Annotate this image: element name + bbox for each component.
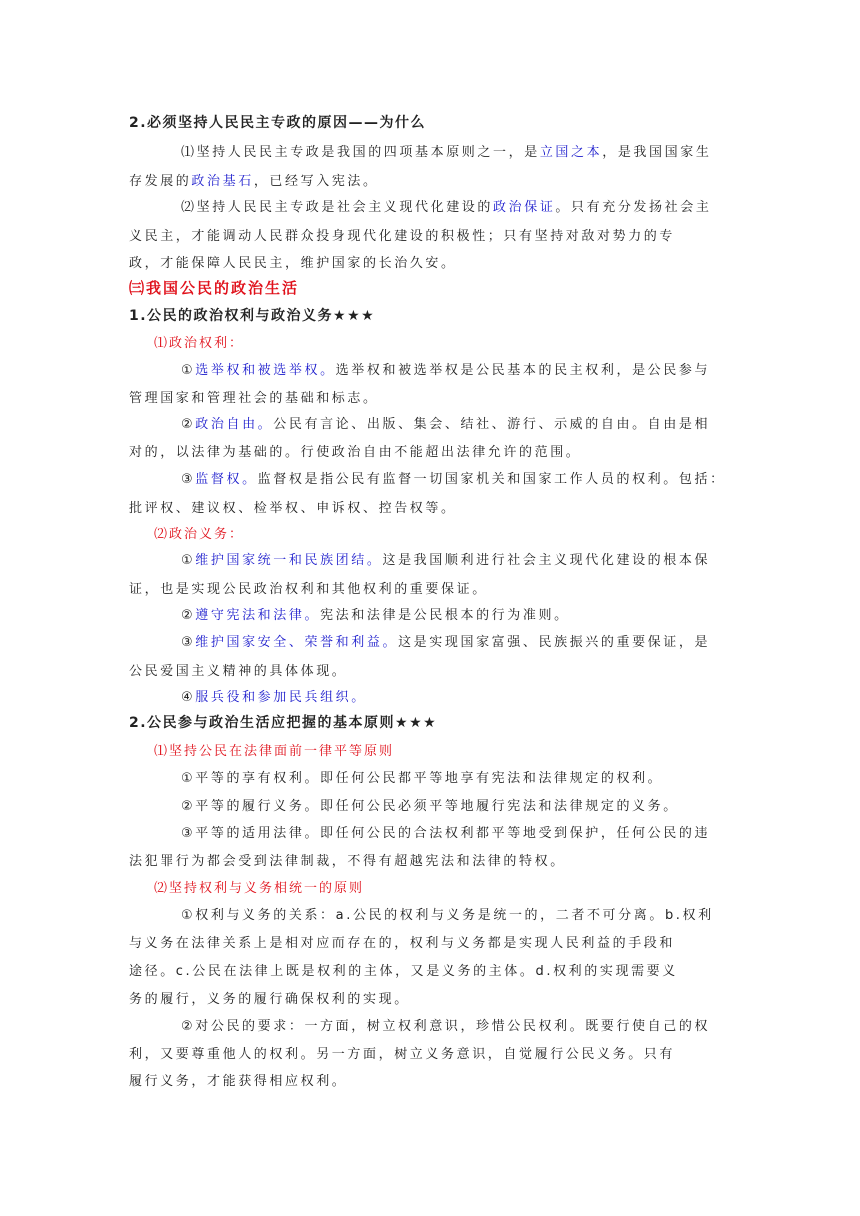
paragraph-line: 管理国家和管理社会的基础和标志。 [129, 391, 379, 406]
keyword-highlight: 维护国家安全、荣誉和利益。 [195, 635, 399, 650]
subsection-heading-principles: 2.公民参与政治生活应把握的基本原则★★★ [129, 715, 438, 731]
paragraph-line: 公民爱国主义精神的具体体现。 [129, 664, 348, 679]
text-run: 这是我国顺利进行社会主义现代化建设的根本保 [382, 553, 711, 568]
paragraph-line [181, 549, 710, 568]
text-run: ⑴坚持人民民主专政是我国的四项基本原则之一，是 [181, 145, 540, 160]
subsection-heading-rights-duties: 1.公民的政治权利与政治义务★★★ [129, 308, 376, 324]
keyword-highlight: 服兵役和参加民兵组织。 [195, 690, 367, 705]
item-number: ② [181, 608, 196, 623]
paragraph-line [129, 170, 379, 189]
paragraph-line: 对的，以法律为基础的。行使政治自由不能超出法律允许的范围。 [129, 445, 582, 460]
paragraph-line: ③平等的适用法律。即任何公民的合法权利都平等地受到保护，任何公民的违 [181, 826, 711, 841]
paragraph-line: ①权利与义务的关系：a.公民的权利与义务是统一的，二者不可分离。b.权利 [181, 908, 714, 923]
sub-heading-political-duties: ⑵政治义务： [154, 527, 245, 542]
paragraph-line [181, 359, 710, 378]
paragraph-line: 务的履行，义务的履行确保权利的实现。 [129, 992, 410, 1007]
paragraph-line: 法犯罪行为都会受到法律制裁，不得有超越宪法和法律的特权。 [129, 854, 566, 869]
text-run: 存发展的 [129, 174, 192, 189]
item-number: ① [181, 553, 196, 568]
section-heading-political-life: ㈢我国公民的政治生活 [129, 279, 300, 297]
text-run: 公民有言论、出版、集会、结社、游行、示威的自由。自由是相 [273, 417, 711, 432]
paragraph-line [181, 413, 710, 432]
section-heading-why: 2.必须坚持人民民主专政的原因——为什么 [129, 115, 427, 131]
item-number: ① [181, 363, 196, 378]
text-run: ，已经写入宪法。 [253, 174, 379, 189]
paragraph-line: 履行义务，才能获得相应权利。 [129, 1074, 348, 1089]
paragraph-line: ①平等的享有权利。即任何公民都平等地享有宪法和法律规定的权利。 [181, 771, 664, 786]
paragraph-line: 与义务在法律关系上是相对应而存在的，权利与义务都是实现人民利益的手段和 [129, 936, 676, 951]
paragraph-line [181, 468, 726, 487]
sub-heading-rights-duties-unity: ⑵坚持权利与义务相统一的原则 [154, 881, 365, 896]
paragraph-line: 途径。c.公民在法律上既是权利的主体，又是义务的主体。d.权利的实现需要义 [129, 964, 678, 979]
text-run: 宪法和法律是公民根本的行为准则。 [320, 608, 570, 623]
sub-heading-political-rights: ⑴政治权利： [154, 336, 245, 351]
keyword-highlight: 政治自由。 [195, 417, 274, 432]
keyword-highlight: 监督权。 [195, 472, 258, 487]
keyword-highlight: 维护国家统一和民族团结。 [195, 553, 383, 568]
paragraph-line: ②平等的履行义务。即任何公民必须平等地履行宪法和法律规定的义务。 [181, 799, 679, 814]
text-run: 监督权是指公民有监督一切国家机关和国家工作人员的权利。包括： [257, 472, 726, 487]
text-run: ，是我国国家生 [602, 145, 712, 160]
paragraph-line: 义民主，才能调动人民群众投身现代化建设的积极性；只有坚持对敌对势力的专 [129, 229, 676, 244]
paragraph-line [181, 631, 710, 650]
text-run: ⑵坚持人民民主专政是社会主义现代化建设的 [181, 200, 494, 215]
paragraph-line: 证，也是实现公民政治权利和其他权利的重要保证。 [129, 582, 488, 597]
keyword-highlight: 政治基石 [191, 174, 254, 189]
keyword-highlight: 遵守宪法和法律。 [195, 608, 321, 623]
paragraph-line: ②对公民的要求：一方面，树立权利意识，珍惜公民权利。既要行使自己的权 [181, 1019, 711, 1034]
item-number: ④ [181, 690, 196, 705]
paragraph-line [181, 141, 711, 160]
paragraph-line [181, 196, 711, 215]
paragraph-line: 政，才能保障人民民主，维护国家的长治久安。 [129, 256, 457, 271]
paragraph-line: 利，又要尊重他人的权利。另一方面，树立义务意识，自觉履行公民义务。只有 [129, 1047, 676, 1062]
text-run: 。只有充分发扬社会主 [555, 200, 712, 215]
sub-heading-equality: ⑴坚持公民在法律面前一律平等原则 [154, 744, 395, 759]
paragraph-line [181, 604, 570, 623]
paragraph-line: 批评权、建议权、检举权、申诉权、控告权等。 [129, 501, 457, 516]
keyword-highlight: 立国之本 [539, 145, 603, 160]
text-run: 这是实现国家富强、民族振兴的重要保证，是 [398, 635, 711, 650]
item-number: ③ [181, 635, 196, 650]
item-number: ② [181, 417, 196, 432]
keyword-highlight: 政治保证 [493, 200, 556, 215]
paragraph-line [181, 686, 367, 705]
item-number: ③ [181, 472, 196, 487]
keyword-highlight: 选举权和被选举权。 [195, 363, 336, 378]
text-run: 选举权和被选举权是公民基本的民主权利，是公民参与 [335, 363, 711, 378]
